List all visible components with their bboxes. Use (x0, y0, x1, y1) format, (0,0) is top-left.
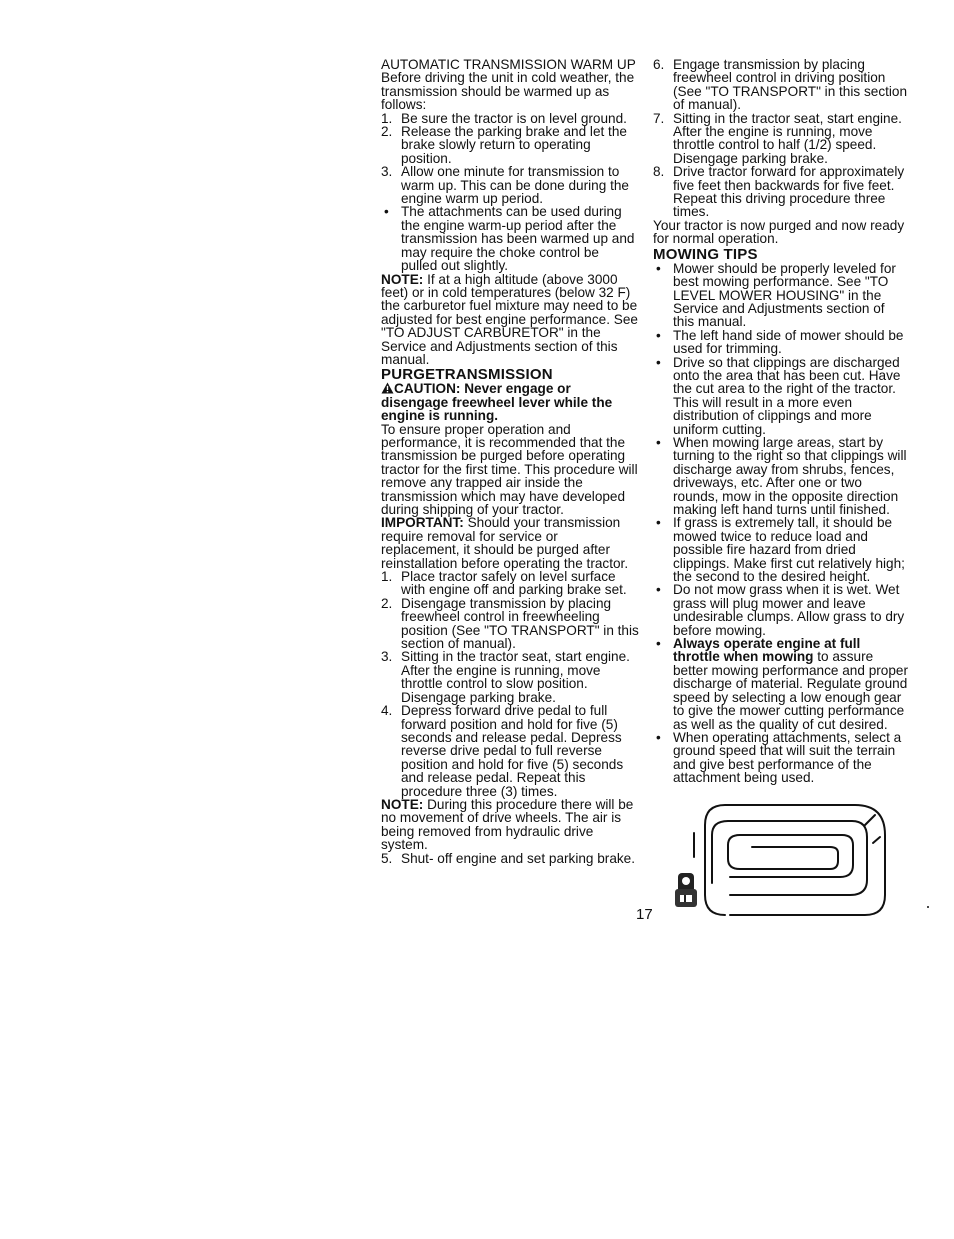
list-item: 2. Release the parking brake and let the brake slowly return to operating position. (381, 124, 627, 166)
list-item: • Drive so that clippings are discharged onto the area that has been cut. Have the cut area to the right of the tractor. This will result in a more even distribution of clippings and more uniform cutting. (656, 354, 901, 437)
list-item: 2. Disengage transmission by placing freewheel control in freewheeling position (See "TO TRANSPORT" in this section of manual). (381, 595, 639, 652)
bullet-icon: • (384, 204, 389, 220)
bullet-icon: • (656, 729, 661, 745)
list-item: • Always operate engine at full throttle when mowing to assure better mowing performance and proper discharge of material. Regulate ground speed by selecting a low enough gear to give the mower cutting performance as well as the quality of cut desired. (656, 636, 908, 732)
list-item: • When operating attachments, select a ground speed that will suit the terrain and give best performance of the attachment being used. (656, 729, 902, 786)
mowing-pattern-diagram (670, 795, 938, 925)
purge-section (381, 367, 639, 865)
list-item: 1. Place tractor safely on level surface with engine off and parking brake set. (381, 569, 627, 598)
bullet-icon: • (656, 515, 661, 531)
list-item: 1. Be sure the tractor is on level ground. (381, 110, 627, 126)
list-item: 8. Drive tractor forward for approximately five feet then backwards for five feet. Repeat this driving procedure three times. (653, 164, 905, 220)
tractor-icon (675, 873, 697, 907)
page-number: 17 (636, 906, 653, 923)
list-item: 3. Allow one minute for transmission to warm up. This can be done during the engine warm up period. (381, 164, 629, 207)
list-item: • Mower should be properly leveled for best mowing performance. See "TO LEVEL MOWER HOUSING" in the Service and Adjustments section of this manual. (656, 260, 896, 330)
purge-steps (381, 570, 639, 798)
list-item: • Do not mow grass when it is wet. Wet grass will plug mower and leave undesirable clumps. Allow grass to dry before mowing. (656, 582, 905, 638)
purge-heading: PURGETRANSMISSION (381, 366, 553, 384)
mowing-pattern-spiral-icon (694, 805, 885, 915)
left-column (381, 58, 639, 865)
purged-ready-text: Your tractor is now purged and now ready for normal operation. (653, 217, 905, 247)
warm-up-title: AUTOMATIC TRANSMISSION WARM UP (381, 57, 636, 72)
list-item: • If grass is extremely tall, it should be mowed twice to reduce load and possible fire hazard from dried clippings. Make first cut relatively high; the second to the desired height. (656, 515, 905, 585)
list-item: 3. Sitting in the tractor seat, start engine. After the engine is running, move throttle control to slow position. Disengage parking brake. (381, 649, 630, 705)
bullet-icon: • (656, 636, 661, 652)
warm-up-section (381, 58, 639, 366)
right-column (653, 58, 909, 785)
bullet-icon: • (656, 354, 661, 370)
mowing-tips-heading: MOWING TIPS (653, 245, 758, 263)
list-item: 5. Shut- off engine and set parking brake. (381, 850, 636, 866)
list-item: • The attachments can be used during the engine warm-up period after the transmission has been warmed up and may require the choke control be pulled out slightly. (384, 204, 635, 274)
list-item: 6. Engage transmission by placing freewheel control in driving position (See "TO TRANSPORT" in this section of manual). (653, 57, 908, 113)
mowing-tips-list (653, 262, 909, 785)
bullet-icon: • (656, 327, 661, 343)
important-note: IMPORTANT: Should your transmission require removal for service or replacement, it should be purged after reinstallation before operating the tractor. (381, 515, 629, 571)
purge-step-5 (381, 852, 639, 865)
caution-note: CAUTION: Never engage or disengage freewheel lever while the engine is running. (381, 381, 613, 424)
purge-intro: To ensure proper operation and performance, it is recommended that the transmission be purged before operating tractor for the first time. This procedure will remove any trapped air inside the transmission which may have developed during shipping of your tractor. (381, 421, 638, 517)
bullet-icon: • (656, 582, 661, 598)
warm-up-steps (381, 112, 639, 206)
altitude-note: NOTE: If at a high altitude (above 3000 feet) or in cold temperatures (below 32 F) the carburetor fuel mixture may need to be adjusted for best engine performance. See "TO ADJUST CARBURETOR" in the Service and Adjustments section of this manual. (381, 271, 638, 367)
warm-up-bullets (381, 205, 639, 272)
warm-up-intro: Before driving the unit in cold weather, the transmission should be warmed up as follows: (381, 70, 635, 113)
hydraulic-note: NOTE: During this procedure there will be no movement of drive wheels. The air is being removed from hydraulic drive system. (381, 796, 634, 853)
bullet-icon: • (656, 434, 661, 450)
list-item: 7. Sitting in the tractor seat, start engine. After the engine is running, move throttle control to half (1/2) speed. Disengage parking brake. (653, 110, 902, 166)
list-item: • The left hand side of mower should be used for trimming. (656, 327, 904, 357)
warning-triangle-icon (381, 382, 394, 394)
list-item: 4. Depress forward drive pedal to full forward position and hold for five (5) seconds and release pedal. Depress reverse drive pedal to full reverse position and hold for five (5) seconds and release pedal. Repeat this procedure three (3) times. (381, 703, 624, 799)
list-item: • When mowing large areas, start by turning to the right so that clippings will discharge away from shrubs, fences, driveways, etc. After one or two rounds, mow in the opposite direction making left hand turns until finished. (656, 434, 907, 517)
purge-steps-continued (653, 58, 909, 219)
mowing-tips-section (653, 247, 909, 785)
bullet-icon: • (656, 260, 661, 276)
